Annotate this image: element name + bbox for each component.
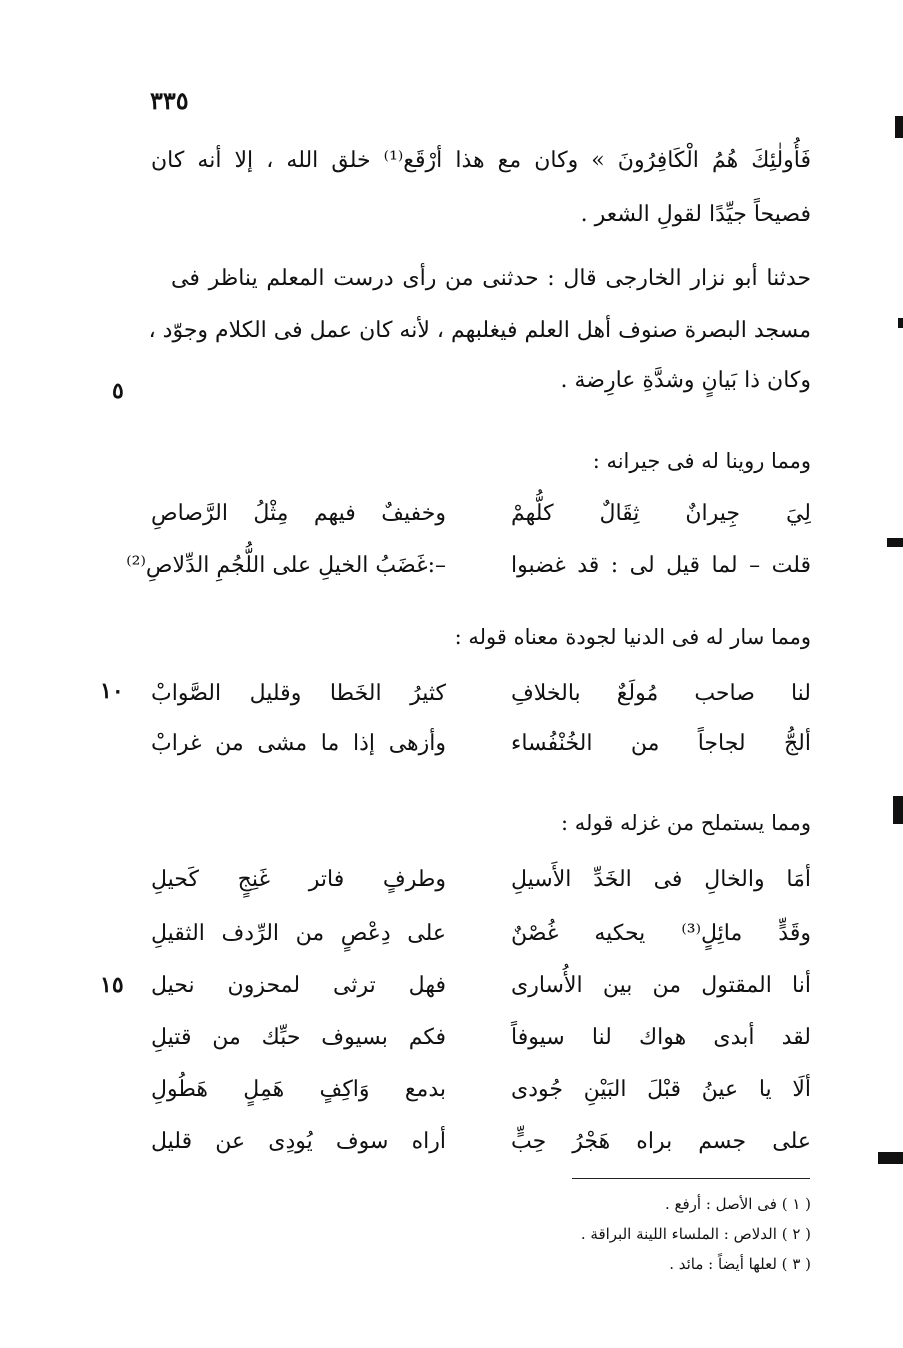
- prose-line: فَأُولٰئِكَ هُمُ الْكَافِرُونَ » وكان مع هذا أرْقَع⁽¹⁾ خلق الله ، إلا أنه كان: [151, 148, 812, 173]
- verse-second-hemistich: وأزهى إذا ما مشى من غرابْ: [151, 731, 446, 756]
- prose-line: حدثنا أبو نزار الخارجى قال : حدثنى من رأى درست المعلم يناظر فى: [171, 266, 811, 291]
- verse-second-hemistich: وطرفٍ فاتر غَنِجٍ كَحيلِ: [151, 867, 446, 892]
- scan-edge-mark: [893, 796, 903, 824]
- verse-line: [151, 860, 811, 900]
- prose-line: وكان ذا بَيانٍ وشدَّةِ عارِضة .: [560, 368, 811, 393]
- verse-line: [151, 1018, 811, 1058]
- footnote: ( ٣ ) لعلها أيضاً : مائد .: [669, 1255, 811, 1273]
- verse-first-hemistich: على جسم براه هَجْرُ حِبٍّ: [511, 1129, 811, 1154]
- verse-second-hemistich: –:غَضَبُ الخيلِ على اللُّجُمِ الدِّلاصِ⁽²⁾: [126, 553, 446, 578]
- verse-line: [151, 966, 811, 1006]
- scan-edge-mark: [878, 1152, 903, 1164]
- verse-second-hemistich: فكم بسيوف حبِّك من قتيلِ: [151, 1025, 446, 1050]
- prose-line: مسجد البصرة صنوف أهل العلم فيغلبهم ، لأنه كان عمل فى الكلام وجوّد ،: [148, 318, 811, 343]
- verse-first-hemistich: ألَا يا عينُ قبْلَ البَيْنِ جُودى: [511, 1077, 811, 1102]
- verse-second-hemistich: على دِعْصٍ من الرِّدف الثقيلِ: [151, 921, 446, 946]
- verse-line: [151, 674, 811, 714]
- scan-edge-mark: [895, 116, 903, 138]
- verse-line: [151, 1070, 811, 1110]
- verse-first-hemistich: ألجُّ لجاجاً من الخُنْفُساء: [511, 731, 811, 756]
- verse-line: [151, 1122, 811, 1162]
- verse-second-hemistich: كثيرُ الخَطا وقليل الصَّوابْ: [151, 681, 446, 706]
- footnote: ( ٢ ) الدلاص : الملساء اللينة البراقة .: [580, 1225, 811, 1243]
- verse-second-hemistich: بدمع وَاكِفٍ هَمِلٍ هَطُولِ: [151, 1077, 446, 1102]
- line-number: ٥: [112, 378, 124, 404]
- verse-first-hemistich: لقد أبدى هواك لنا سيوفاً: [511, 1025, 811, 1050]
- verse-first-hemistich: وقَدٍّ مائِلٍ⁽³⁾ يحكيه غُصْنٌ: [511, 921, 811, 946]
- scan-edge-mark: [887, 538, 903, 547]
- line-number: ١٥: [100, 972, 124, 998]
- verse-second-hemistich: فهل ترثى لمحزون نحيل: [151, 973, 446, 998]
- section-intro: ومما روينا له فى جيرانه :: [592, 449, 811, 473]
- line-number: ١٠: [100, 678, 124, 704]
- verse-first-hemistich: لنا صاحب مُولَعٌ بالخلافِ: [511, 681, 811, 706]
- prose-line: فصيحاً جيِّدًا لقولِ الشعر .: [580, 202, 811, 227]
- verse-line: [126, 546, 811, 586]
- verse-second-hemistich: وخفيفٌ فيهم مِثْلُ الرَّصاصِ: [151, 501, 446, 526]
- verse-line: [151, 724, 811, 764]
- scan-edge-mark: [898, 318, 903, 328]
- section-intro: ومما يستملح من غزله قوله :: [561, 811, 811, 835]
- verse-second-hemistich: أراه سوف يُودِى عن قليل: [151, 1129, 446, 1154]
- verse-first-hemistich: لِيَ جِيرانٌ ثِقَالٌ كلُّهمْ: [511, 501, 811, 526]
- footnote: ( ١ ) فى الأصل : أرفع .: [664, 1195, 811, 1213]
- verse-first-hemistich: قلت – لما قيل لى : قد غضبوا: [511, 553, 811, 578]
- verse-line: [151, 914, 811, 954]
- footnote-separator: [572, 1178, 810, 1179]
- verse-first-hemistich: أنا المقتول من بين الأُسارى: [511, 973, 811, 998]
- page-number: ٣٣٥: [150, 86, 189, 115]
- verse-line: [151, 494, 811, 534]
- section-intro: ومما سار له فى الدنيا لجودة معناه قوله :: [454, 625, 811, 649]
- verse-first-hemistich: أمَا والخالِ فى الخَدِّ الأَسيلِ: [511, 867, 811, 892]
